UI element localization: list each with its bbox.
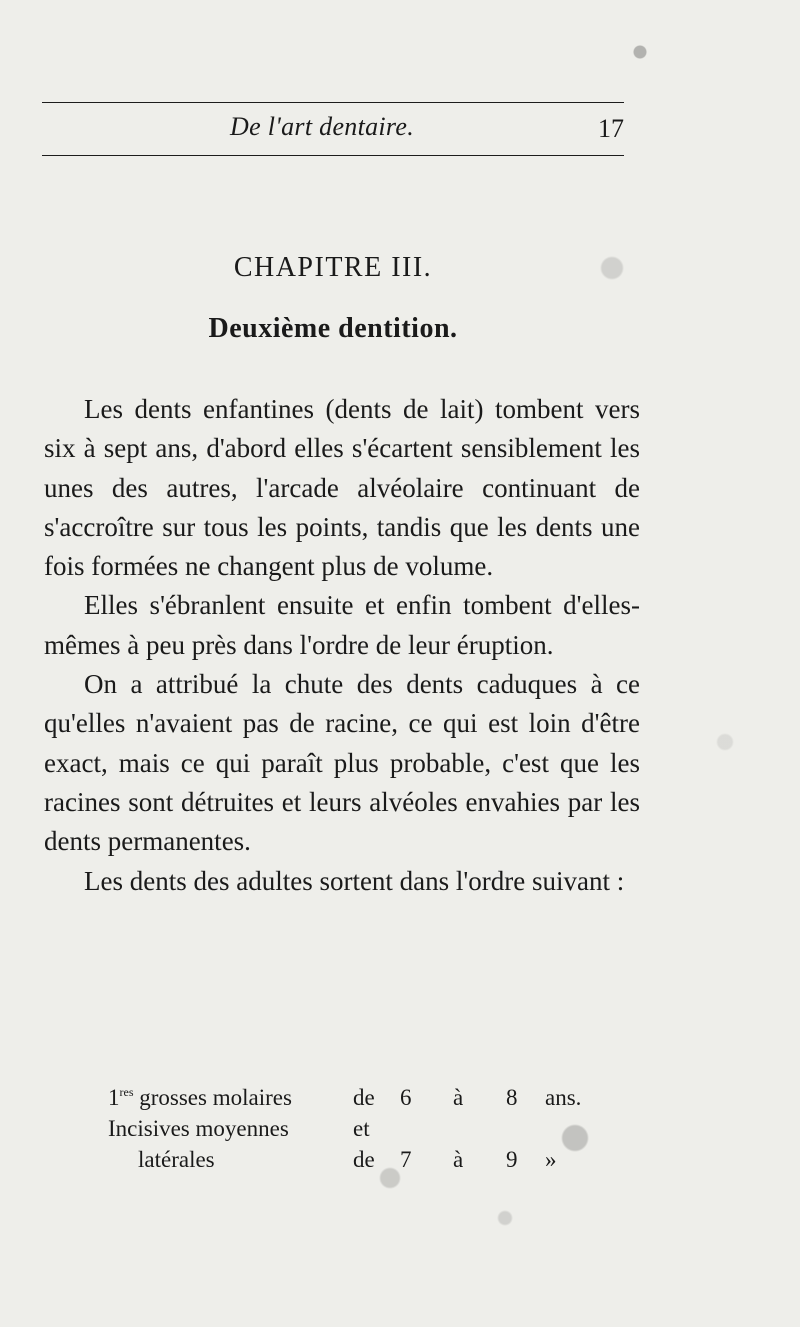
paragraph: Elles s'ébranlent ensuite et enfin tombent d'elles-mêmes à peu près dans l'ordre de leur éruption. (44, 590, 640, 660)
header-rule-top (42, 102, 624, 103)
header-rule-bottom (42, 155, 624, 156)
schedule-from-age: 7 (400, 1147, 412, 1172)
tooth-name: Incisives moyennes (108, 1116, 289, 1141)
schedule-a: à (453, 1147, 464, 1172)
schedule-label (108, 1082, 292, 1113)
schedule-ditto-mark: » (545, 1147, 557, 1172)
schedule-to-age: 8 (506, 1085, 518, 1110)
schedule-et: et (353, 1116, 370, 1141)
ordinal-number: 1 (108, 1085, 120, 1110)
schedule-to-age: 9 (506, 1147, 518, 1172)
schedule-row (108, 1082, 608, 1113)
paragraph: On a attribué la chute des dents caduques à ce qu'elles n'avaient pas de racine, ce qui est loin d'être exact, mais ce qui paraît plus probable, c'est que les racines sont détruites et leurs alvéoles envahies par les dents permanentes. (44, 669, 640, 857)
paragraph: Les dents enfantines (dents de lait) tombent vers six à sept ans, d'abord elles s'écartent sensiblement les unes des autres, l'arcade alvéolaire continuant de s'accroître sur tous les points, tandis que les dents une fois formées ne changent plus de volume. (44, 394, 640, 582)
schedule-de: de (353, 1147, 375, 1172)
paragraph: Les dents des adultes sortent dans l'ordre suivant : (84, 865, 625, 896)
schedule-row (108, 1113, 608, 1144)
ordinal-suffix: res (119, 1085, 134, 1099)
schedule-unit: ans. (545, 1085, 582, 1110)
schedule-row (108, 1144, 608, 1175)
running-title: De l'art dentaire. (230, 112, 415, 141)
schedule-from-age: 6 (400, 1085, 412, 1110)
body-text (44, 390, 640, 901)
tooth-name: grosses molaires (133, 1085, 292, 1110)
schedule-de: de (353, 1085, 375, 1110)
eruption-schedule (108, 1082, 608, 1175)
chapter-heading: CHAPITRE III. (233, 252, 433, 283)
schedule-a: à (453, 1085, 464, 1110)
page-number: 17 (598, 114, 624, 143)
section-title: Deuxième dentition. (208, 313, 458, 344)
tooth-name: latérales (138, 1147, 215, 1172)
running-head (42, 108, 624, 148)
